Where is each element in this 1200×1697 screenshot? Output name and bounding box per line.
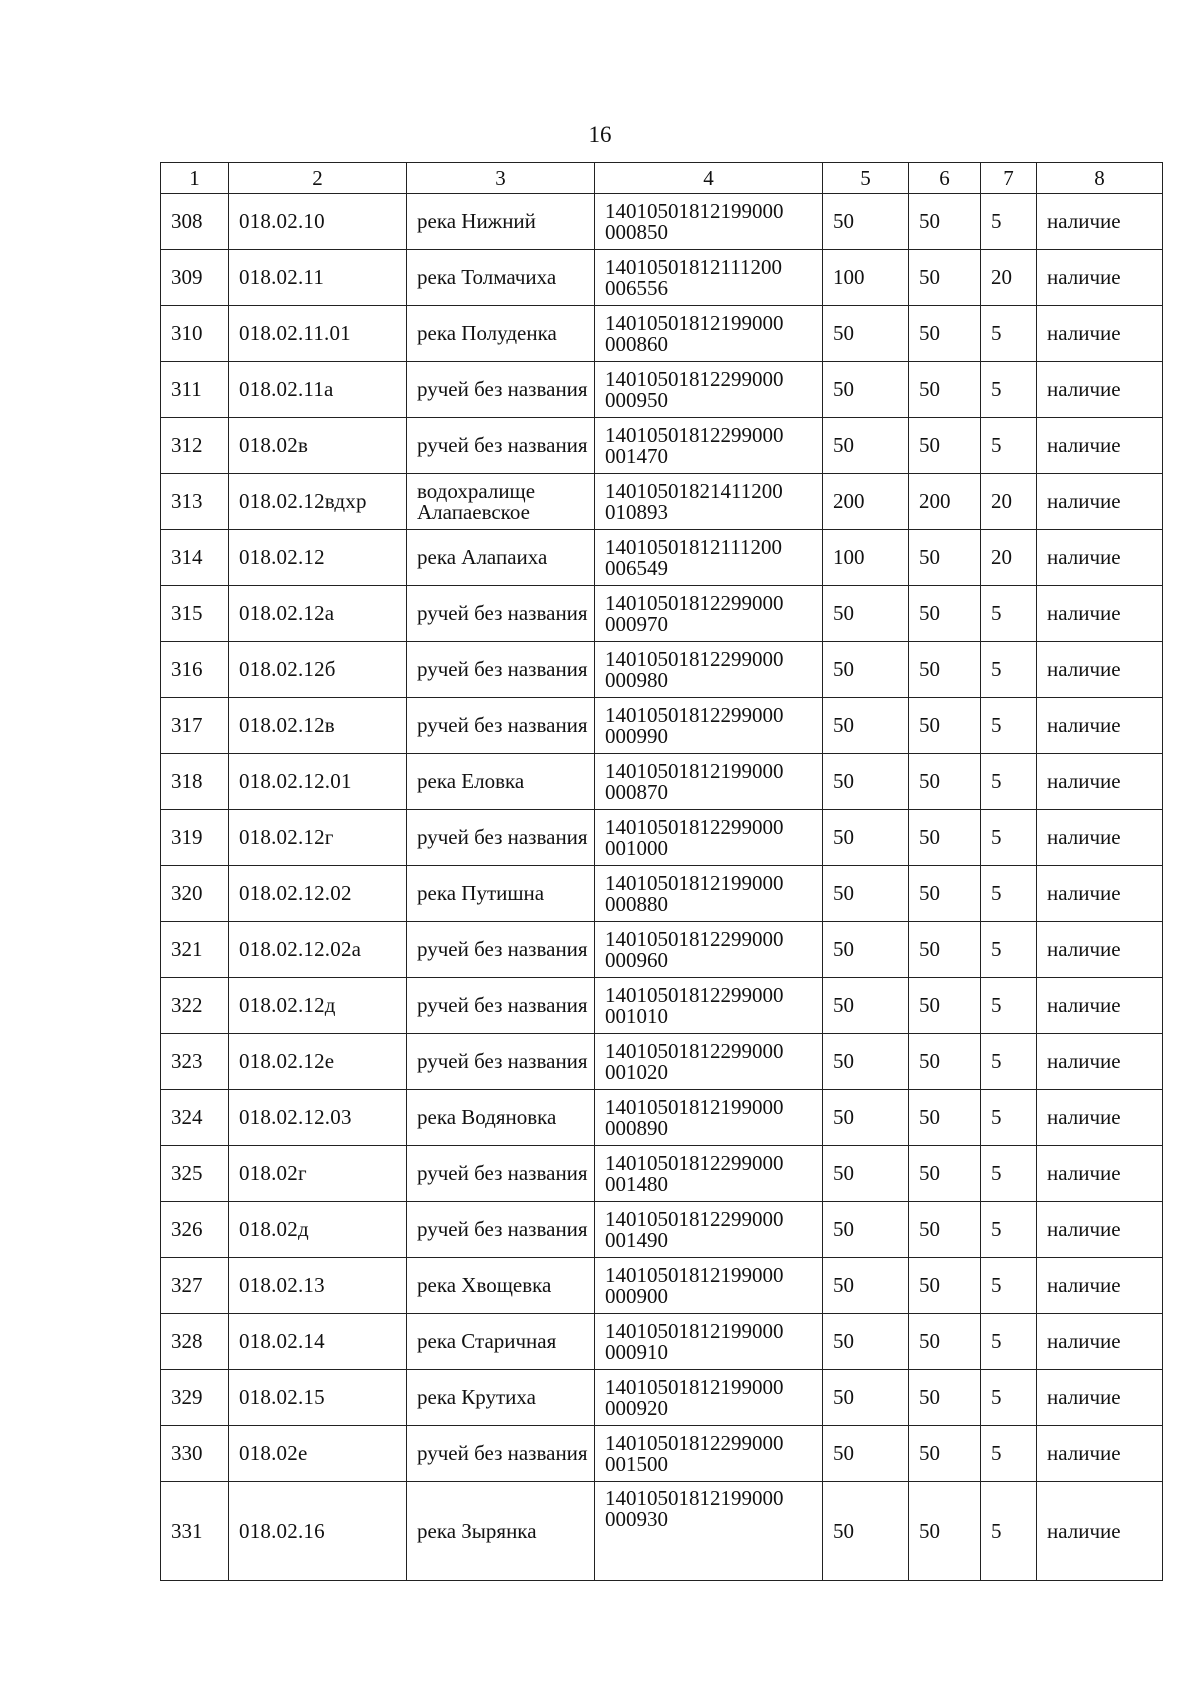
table-row xyxy=(161,474,1163,530)
identifier-line-1: 14010501812299000 xyxy=(605,814,784,839)
status-cell: наличие xyxy=(1037,810,1163,866)
identifier-line-1: 14010501821411200 xyxy=(605,478,783,503)
identifier-cell xyxy=(595,306,823,362)
value-6-cell: 200 xyxy=(909,474,981,530)
value-6-cell: 50 xyxy=(909,1090,981,1146)
row-number-cell: 322 xyxy=(161,978,229,1034)
value-6-cell: 50 xyxy=(909,1482,981,1581)
value-5-cell: 200 xyxy=(823,474,909,530)
column-header: 7 xyxy=(981,163,1037,194)
row-number-cell: 319 xyxy=(161,810,229,866)
name-cell: река Путишна xyxy=(407,866,595,922)
value-5-cell: 50 xyxy=(823,306,909,362)
status-cell: наличие xyxy=(1037,1146,1163,1202)
column-header: 1 xyxy=(161,163,229,194)
value-5-cell: 50 xyxy=(823,1202,909,1258)
name-cell: река Толмачиха xyxy=(407,250,595,306)
table-row xyxy=(161,1370,1163,1426)
identifier-cell xyxy=(595,1370,823,1426)
name-cell: река Полуденка xyxy=(407,306,595,362)
code-cell: 018.02.12б xyxy=(229,642,407,698)
value-5-cell: 50 xyxy=(823,418,909,474)
value-6-cell: 50 xyxy=(909,1146,981,1202)
identifier-cell xyxy=(595,810,823,866)
row-number-cell: 329 xyxy=(161,1370,229,1426)
value-5-cell: 50 xyxy=(823,754,909,810)
name-cell: река Водяновка xyxy=(407,1090,595,1146)
identifier-line-1: 14010501812111200 xyxy=(605,254,782,279)
identifier-cell xyxy=(595,1146,823,1202)
value-6-cell: 50 xyxy=(909,1034,981,1090)
value-6-cell: 50 xyxy=(909,362,981,418)
row-number-cell: 318 xyxy=(161,754,229,810)
value-5-cell: 50 xyxy=(823,1482,909,1581)
identifier-line-1: 14010501812199000 xyxy=(605,1486,784,1510)
row-number-cell: 328 xyxy=(161,1314,229,1370)
table-row xyxy=(161,250,1163,306)
code-cell: 018.02.12вдхр xyxy=(229,474,407,530)
code-cell: 018.02.11.01 xyxy=(229,306,407,362)
identifier-cell xyxy=(595,1258,823,1314)
identifier-cell xyxy=(595,866,823,922)
value-6-cell: 50 xyxy=(909,698,981,754)
value-7-cell: 5 xyxy=(981,810,1037,866)
identifier-cell xyxy=(595,474,823,530)
value-7-cell: 5 xyxy=(981,1034,1037,1090)
row-number-cell: 315 xyxy=(161,586,229,642)
identifier-line-1: 14010501812199000 xyxy=(605,310,784,335)
identifier-cell xyxy=(595,978,823,1034)
table-row xyxy=(161,1146,1163,1202)
row-number-cell: 330 xyxy=(161,1426,229,1482)
identifier-line-1: 14010501812299000 xyxy=(605,1206,784,1231)
identifier-line-1: 14010501812199000 xyxy=(605,1318,784,1343)
name-cell: река Еловка xyxy=(407,754,595,810)
value-7-cell: 20 xyxy=(981,250,1037,306)
identifier-line-1: 14010501812199000 xyxy=(605,1374,784,1399)
status-cell: наличие xyxy=(1037,1482,1163,1581)
status-cell: наличие xyxy=(1037,698,1163,754)
value-6-cell: 50 xyxy=(909,810,981,866)
value-7-cell: 5 xyxy=(981,306,1037,362)
row-number-cell: 308 xyxy=(161,194,229,250)
code-cell: 018.02д xyxy=(229,1202,407,1258)
value-6-cell: 50 xyxy=(909,306,981,362)
code-cell: 018.02.16 xyxy=(229,1482,407,1581)
identifier-cell xyxy=(595,698,823,754)
table-row xyxy=(161,306,1163,362)
identifier-cell xyxy=(595,1202,823,1258)
column-header: 6 xyxy=(909,163,981,194)
row-number-cell: 317 xyxy=(161,698,229,754)
value-7-cell: 5 xyxy=(981,1202,1037,1258)
status-cell: наличие xyxy=(1037,1258,1163,1314)
identifier-line-1: 14010501812299000 xyxy=(605,982,784,1007)
code-cell: 018.02.12а xyxy=(229,586,407,642)
code-cell: 018.02в xyxy=(229,418,407,474)
identifier-line-2: 000950 xyxy=(605,387,668,412)
code-cell: 018.02.14 xyxy=(229,1314,407,1370)
identifier-line-2: 000870 xyxy=(605,779,668,804)
identifier-line-2: 001020 xyxy=(605,1059,668,1084)
identifier-line-2: 000930 xyxy=(605,1507,668,1531)
code-cell: 018.02.12.02а xyxy=(229,922,407,978)
name-cell: ручей без названия xyxy=(407,1426,595,1482)
identifier-cell xyxy=(595,586,823,642)
code-cell: 018.02.11а xyxy=(229,362,407,418)
value-5-cell: 50 xyxy=(823,810,909,866)
value-5-cell: 50 xyxy=(823,1146,909,1202)
value-7-cell: 5 xyxy=(981,1146,1037,1202)
name-cell: ручей без названия xyxy=(407,978,595,1034)
value-6-cell: 50 xyxy=(909,1314,981,1370)
value-5-cell: 50 xyxy=(823,1370,909,1426)
code-cell: 018.02.12.01 xyxy=(229,754,407,810)
identifier-line-2: 001470 xyxy=(605,443,668,468)
identifier-cell xyxy=(595,194,823,250)
identifier-line-2: 000880 xyxy=(605,891,668,916)
identifier-line-2: 010893 xyxy=(605,499,668,524)
status-cell: наличие xyxy=(1037,922,1163,978)
row-number-cell: 312 xyxy=(161,418,229,474)
row-number-cell: 321 xyxy=(161,922,229,978)
name-cell: река Зырянка xyxy=(407,1482,595,1581)
value-6-cell: 50 xyxy=(909,1370,981,1426)
table-row xyxy=(161,1202,1163,1258)
value-5-cell: 50 xyxy=(823,1090,909,1146)
value-7-cell: 5 xyxy=(981,866,1037,922)
name-cell: ручей без названия xyxy=(407,586,595,642)
value-6-cell: 50 xyxy=(909,586,981,642)
value-5-cell: 50 xyxy=(823,1314,909,1370)
status-cell: наличие xyxy=(1037,1090,1163,1146)
status-cell: наличие xyxy=(1037,306,1163,362)
identifier-line-1: 14010501812299000 xyxy=(605,646,784,671)
identifier-line-2: 001480 xyxy=(605,1171,668,1196)
identifier-cell xyxy=(595,530,823,586)
value-5-cell: 50 xyxy=(823,1034,909,1090)
identifier-cell xyxy=(595,362,823,418)
identifier-line-2: 000900 xyxy=(605,1283,668,1308)
row-number-cell: 316 xyxy=(161,642,229,698)
identifier-line-2: 006556 xyxy=(605,275,668,300)
page-number: 16 xyxy=(588,122,612,147)
table-row xyxy=(161,922,1163,978)
name-cell: ручей без названия xyxy=(407,362,595,418)
identifier-line-1: 14010501812299000 xyxy=(605,1430,784,1455)
value-7-cell: 5 xyxy=(981,922,1037,978)
identifier-cell xyxy=(595,642,823,698)
value-5-cell: 50 xyxy=(823,978,909,1034)
value-7-cell: 5 xyxy=(981,586,1037,642)
name-cell: река Старичная xyxy=(407,1314,595,1370)
identifier-line-1: 14010501812299000 xyxy=(605,702,784,727)
identifier-line-1: 14010501812299000 xyxy=(605,366,784,391)
value-5-cell: 100 xyxy=(823,250,909,306)
code-cell: 018.02г xyxy=(229,1146,407,1202)
table-row xyxy=(161,1090,1163,1146)
table-row xyxy=(161,810,1163,866)
status-cell: наличие xyxy=(1037,530,1163,586)
code-cell: 018.02.12д xyxy=(229,978,407,1034)
value-7-cell: 5 xyxy=(981,698,1037,754)
value-5-cell: 50 xyxy=(823,586,909,642)
status-cell: наличие xyxy=(1037,474,1163,530)
name-cell: ручей без названия xyxy=(407,1034,595,1090)
value-6-cell: 50 xyxy=(909,922,981,978)
code-cell: 018.02.12в xyxy=(229,698,407,754)
table-row xyxy=(161,978,1163,1034)
identifier-line-2: 000980 xyxy=(605,667,668,692)
status-cell: наличие xyxy=(1037,978,1163,1034)
code-cell: 018.02е xyxy=(229,1426,407,1482)
code-cell: 018.02.11 xyxy=(229,250,407,306)
name-cell: ручей без названия xyxy=(407,418,595,474)
name-cell: ручей без названия xyxy=(407,1146,595,1202)
identifier-line-2: 000890 xyxy=(605,1115,668,1140)
row-number-cell: 313 xyxy=(161,474,229,530)
name-cell: река Хвощевка xyxy=(407,1258,595,1314)
identifier-line-2: 001490 xyxy=(605,1227,668,1252)
status-cell: наличие xyxy=(1037,362,1163,418)
value-6-cell: 50 xyxy=(909,642,981,698)
status-cell: наличие xyxy=(1037,754,1163,810)
code-cell: 018.02.10 xyxy=(229,194,407,250)
status-cell: наличие xyxy=(1037,1426,1163,1482)
row-number-cell: 324 xyxy=(161,1090,229,1146)
code-cell: 018.02.12.02 xyxy=(229,866,407,922)
name-cell: ручей без названия xyxy=(407,1202,595,1258)
value-7-cell: 5 xyxy=(981,194,1037,250)
status-cell: наличие xyxy=(1037,586,1163,642)
value-5-cell: 50 xyxy=(823,698,909,754)
row-number-cell: 323 xyxy=(161,1034,229,1090)
value-6-cell: 50 xyxy=(909,194,981,250)
table-row xyxy=(161,642,1163,698)
identifier-line-1: 14010501812299000 xyxy=(605,590,784,615)
status-cell: наличие xyxy=(1037,866,1163,922)
table-row xyxy=(161,754,1163,810)
value-5-cell: 50 xyxy=(823,642,909,698)
value-7-cell: 5 xyxy=(981,1482,1037,1581)
value-7-cell: 5 xyxy=(981,1258,1037,1314)
identifier-line-2: 000970 xyxy=(605,611,668,636)
identifier-line-2: 001000 xyxy=(605,835,668,860)
name-cell: водохралище Алапаевское xyxy=(407,474,595,530)
value-7-cell: 5 xyxy=(981,418,1037,474)
identifier-line-1: 14010501812199000 xyxy=(605,198,784,223)
identifier-line-2: 000920 xyxy=(605,1395,668,1420)
status-cell: наличие xyxy=(1037,642,1163,698)
value-5-cell: 50 xyxy=(823,1258,909,1314)
row-number-cell: 320 xyxy=(161,866,229,922)
name-cell: ручей без названия xyxy=(407,698,595,754)
identifier-line-2: 000860 xyxy=(605,331,668,356)
identifier-line-2: 000960 xyxy=(605,947,668,972)
value-6-cell: 50 xyxy=(909,754,981,810)
value-6-cell: 50 xyxy=(909,250,981,306)
name-cell: река Крутиха xyxy=(407,1370,595,1426)
code-cell: 018.02.12 xyxy=(229,530,407,586)
row-number-cell: 311 xyxy=(161,362,229,418)
value-7-cell: 5 xyxy=(981,1370,1037,1426)
row-number-cell: 309 xyxy=(161,250,229,306)
name-cell: река Алапаиха xyxy=(407,530,595,586)
value-7-cell: 5 xyxy=(981,1426,1037,1482)
value-7-cell: 5 xyxy=(981,1314,1037,1370)
value-5-cell: 50 xyxy=(823,194,909,250)
table-row xyxy=(161,418,1163,474)
status-cell: наличие xyxy=(1037,194,1163,250)
table-row xyxy=(161,530,1163,586)
identifier-cell xyxy=(595,418,823,474)
status-cell: наличие xyxy=(1037,1314,1163,1370)
identifier-line-1: 14010501812299000 xyxy=(605,422,784,447)
column-header: 2 xyxy=(229,163,407,194)
identifier-line-1: 14010501812199000 xyxy=(605,870,784,895)
identifier-cell xyxy=(595,754,823,810)
table-row xyxy=(161,586,1163,642)
identifier-line-2: 000910 xyxy=(605,1339,668,1364)
code-cell: 018.02.12г xyxy=(229,810,407,866)
identifier-line-2: 000850 xyxy=(605,219,668,244)
table-row xyxy=(161,194,1163,250)
code-cell: 018.02.12.03 xyxy=(229,1090,407,1146)
identifier-cell xyxy=(595,1482,823,1581)
code-cell: 018.02.12е xyxy=(229,1034,407,1090)
value-6-cell: 50 xyxy=(909,866,981,922)
status-cell: наличие xyxy=(1037,1370,1163,1426)
value-6-cell: 50 xyxy=(909,530,981,586)
table-row xyxy=(161,1034,1163,1090)
value-6-cell: 50 xyxy=(909,1258,981,1314)
identifier-line-2: 000990 xyxy=(605,723,668,748)
name-cell: ручей без названия xyxy=(407,642,595,698)
code-cell: 018.02.13 xyxy=(229,1258,407,1314)
name-cell: ручей без названия xyxy=(407,810,595,866)
table-row xyxy=(161,1258,1163,1314)
identifier-cell xyxy=(595,1314,823,1370)
identifier-line-1: 14010501812199000 xyxy=(605,1094,784,1119)
row-number-cell: 310 xyxy=(161,306,229,362)
identifier-line-2: 006549 xyxy=(605,555,668,580)
value-5-cell: 50 xyxy=(823,362,909,418)
value-7-cell: 5 xyxy=(981,1090,1037,1146)
identifier-line-1: 14010501812299000 xyxy=(605,926,784,951)
status-cell: наличие xyxy=(1037,250,1163,306)
table-header-row xyxy=(161,163,1163,194)
column-header: 8 xyxy=(1037,163,1163,194)
identifier-cell xyxy=(595,1034,823,1090)
identifier-line-2: 001500 xyxy=(605,1451,668,1476)
identifier-cell xyxy=(595,1426,823,1482)
status-cell: наличие xyxy=(1037,1202,1163,1258)
row-number-cell: 325 xyxy=(161,1146,229,1202)
identifier-line-1: 14010501812111200 xyxy=(605,534,782,559)
value-7-cell: 20 xyxy=(981,474,1037,530)
column-header: 4 xyxy=(595,163,823,194)
name-cell: ручей без названия xyxy=(407,922,595,978)
table-body xyxy=(161,194,1163,1581)
value-5-cell: 50 xyxy=(823,922,909,978)
value-6-cell: 50 xyxy=(909,978,981,1034)
row-number-cell: 331 xyxy=(161,1482,229,1581)
identifier-cell xyxy=(595,922,823,978)
value-5-cell: 100 xyxy=(823,530,909,586)
value-5-cell: 50 xyxy=(823,1426,909,1482)
row-number-cell: 326 xyxy=(161,1202,229,1258)
value-7-cell: 5 xyxy=(981,362,1037,418)
table-row xyxy=(161,1482,1163,1581)
value-7-cell: 20 xyxy=(981,530,1037,586)
value-5-cell: 50 xyxy=(823,866,909,922)
table-row xyxy=(161,1426,1163,1482)
row-number-cell: 314 xyxy=(161,530,229,586)
column-header: 5 xyxy=(823,163,909,194)
value-7-cell: 5 xyxy=(981,754,1037,810)
value-6-cell: 50 xyxy=(909,1202,981,1258)
table-row xyxy=(161,866,1163,922)
status-cell: наличие xyxy=(1037,1034,1163,1090)
code-cell: 018.02.15 xyxy=(229,1370,407,1426)
identifier-line-2: 001010 xyxy=(605,1003,668,1028)
identifier-line-1: 14010501812299000 xyxy=(605,1038,784,1063)
table-row xyxy=(161,362,1163,418)
value-6-cell: 50 xyxy=(909,1426,981,1482)
identifier-cell xyxy=(595,1090,823,1146)
table-row xyxy=(161,1314,1163,1370)
identifier-line-1: 14010501812299000 xyxy=(605,1150,784,1175)
water-objects-table xyxy=(160,162,1163,1581)
identifier-line-1: 14010501812199000 xyxy=(605,1262,784,1287)
status-cell: наличие xyxy=(1037,418,1163,474)
value-7-cell: 5 xyxy=(981,978,1037,1034)
table-row xyxy=(161,698,1163,754)
value-6-cell: 50 xyxy=(909,418,981,474)
name-cell: река Нижний xyxy=(407,194,595,250)
row-number-cell: 327 xyxy=(161,1258,229,1314)
identifier-cell xyxy=(595,250,823,306)
identifier-line-1: 14010501812199000 xyxy=(605,758,784,783)
value-7-cell: 5 xyxy=(981,642,1037,698)
column-header: 3 xyxy=(407,163,595,194)
